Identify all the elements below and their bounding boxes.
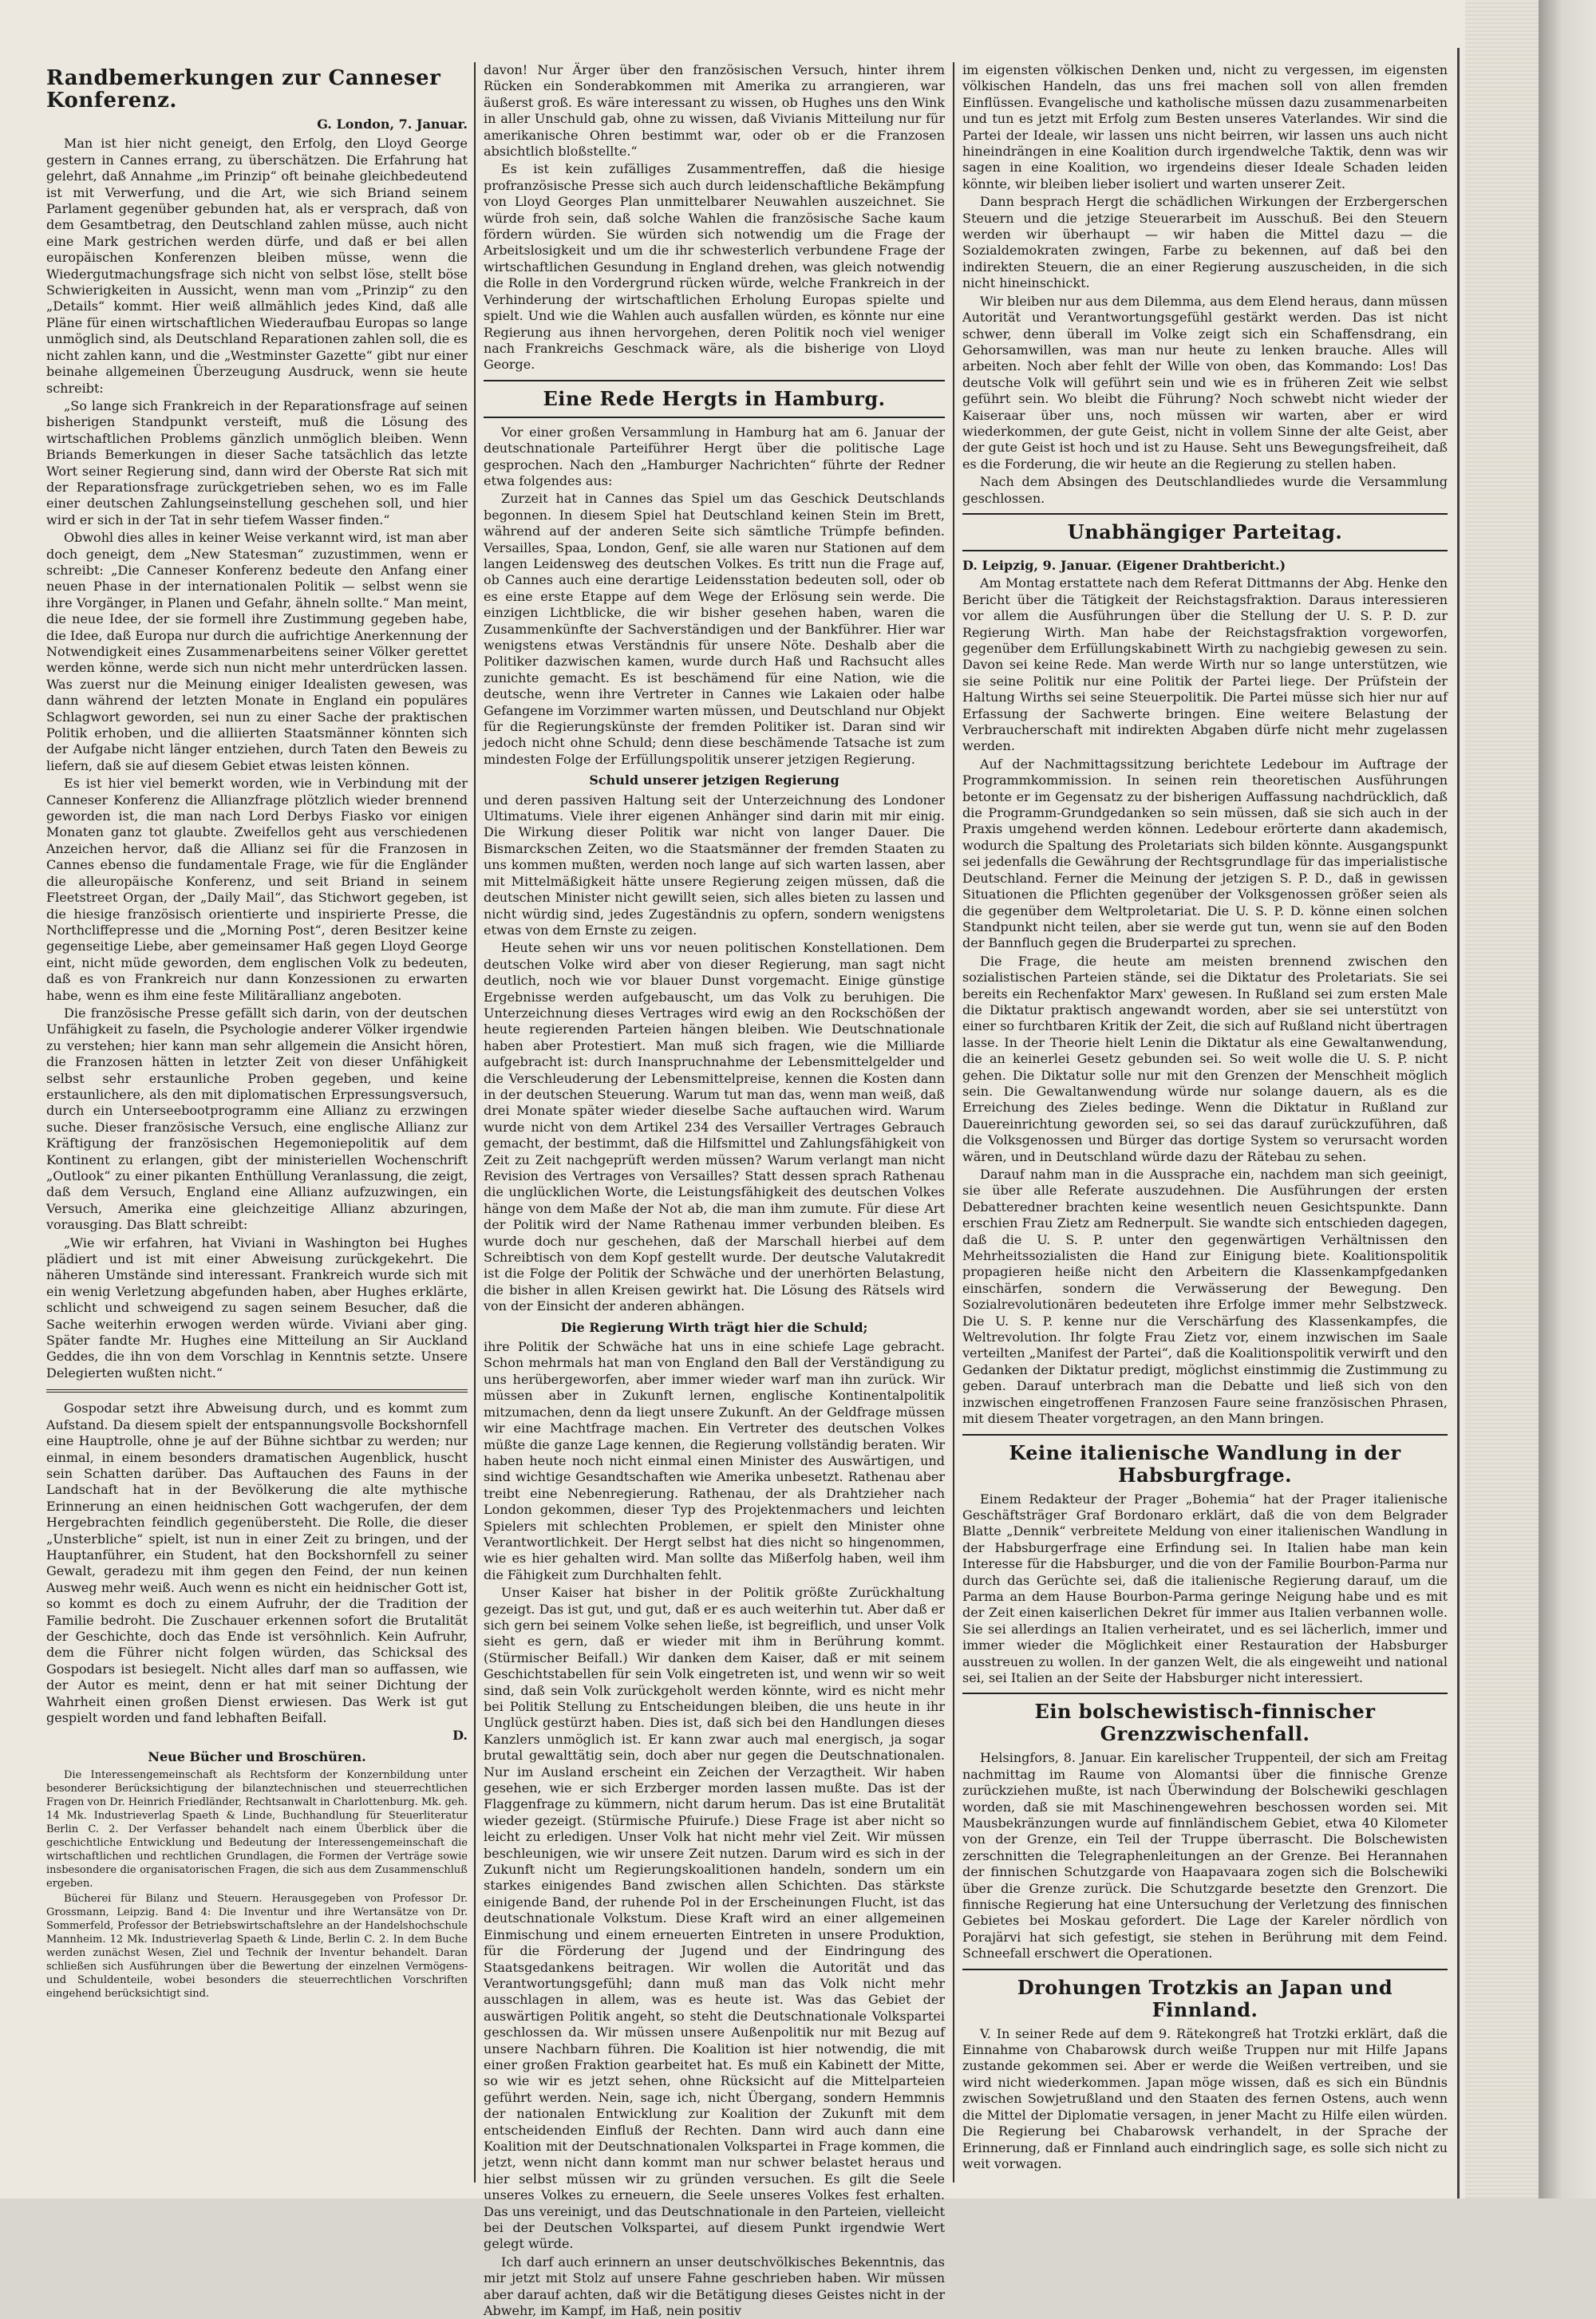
section-divider xyxy=(962,1434,1448,1436)
paragraph: Zurzeit hat in Cannes das Spiel um das Geschick Deutschlands begonnen. In diesem Spiel hat Deutschland keinen Stein im Brett, während auf der anderen Seite sich sämtliche Trümpfe befinden. Versailles, Spaa, London, Genf, sie alle waren nur Stationen auf dem langen Leidensweg des deutschen Volkes. Es tritt nun die Frage auf, ob Cannes auch eine derartige Leidensstation bedeuten soll, oder ob es eine erste Etappe auf dem Wege der Erlösung sein werde. Die einzigen Lichtblicke, die wir bisher gesehen haben, waren die Zusammenkünfte der Sachverständigen und der Bankführer. Hier war wenigstens etwas Verständnis für unsere Nöte. Deshalb aber die Politiker dazwischen kamen, wurde durch Haß und Rachsucht alles zunichte gemacht. Es ist beschämend für eine Nation, wie die deutsche, wenn ihre Vertreter in Cannes wie Lakaien oder halbe Gefangene im Vorzimmer warten müssen, und Deutschland nur Objekt für die Regierungskünste der fremden Politiker ist. Daran sind wir jedoch nicht ohne Schuld; denn diese beschämende Tatsache ist zum mindesten Folge der Erfüllungspolitik unserer jetzigen Regierung. xyxy=(484,491,945,767)
article-title: Unabhängiger Parteitag. xyxy=(1067,520,1343,543)
paragraph: und deren passiven Haltung seit der Unterzeichnung des Londoner Ultimatums. Viele ihrer eigenen Anhänger sind darin mit mir einig. Die Wirkung dieser Politik war nicht von langer Dauer. Die Bismarckschen Zeiten, wo die Staatsmänner der fremden Staaten zu uns kommen mußten, werden noch lange auf sich warten lassen, aber mit Mittelmäßigkeit hätte unsere Regierung zeigen müssen, daß die deutschen Minister nicht gewillt seien, sich alles bieten zu lassen und nicht würdig sind, jedes Zugeständnis zu opfern, sondern wenigstens etwas von dem Ernste zu zeigen. xyxy=(484,792,945,938)
book-notice: Die Interessengemeinschaft als Rechtsform der Konzernbildung unter besonderer Berücksichtigung der bilanztechnischen und steuerrechtlichen Fragen von Dr. Heinrich Friedländer, Rechtsanwalt in Charlottenburg. Mk. geh. 14 Mk. Industrieverlag Spaeth & Linde, Buchhandlung für Steuerliteratur Berlin C. 2. Der Verfasser behandelt nach einem Überblick über die geschichtliche Entwicklung und Bedeutung der Interessengemeinschaft die wirtschaftlichen und rechtlichen Grundlagen, die Formen der Verträge sowie insbesondere die organisatorischen Fragen, die sich aus dem Zusammenschluß ergeben. xyxy=(46,1769,468,1890)
column-rule xyxy=(953,62,954,2183)
paragraph: davon! Nur Ärger über den französischen Versuch, hinter ihrem Rücken ein Sonderabkommen mit Amerika zu arrangieren, war äußerst groß. Es wäre interessant zu wissen, ob Hughes uns den Wink in aller Unschuld gab, ohne zu wissen, daß Vivianis Mitteilung nur für amerikanische Ohren bestimmt war, oder ob er die Franzosen absichtlich bloßstellte.“ xyxy=(484,62,945,160)
subheading: Die Regierung Wirth trägt hier die Schuld; xyxy=(560,1319,868,1335)
paragraph: Darauf nahm man in die Aussprache ein, nachdem man sich geeinigt, sie über alle Referate auszudehnen. Die Ausführungen der ersten Debatteredner brachten keine wesentlich neuen Gesichtspunkte. Dann erschien Frau Zietz am Rednerpult. Sie wandte sich entschieden dagegen, daß die U. S. P. unter den gegenwärtigen Verhältnissen den Mehrheitssozialisten die Hand zur Einigung biete. Koalitionspolitik propagieren heiße nicht den Arbeitern die Klassenkampfgedanken einschärfen, sondern die Verwässerung der Bewegung. Den Sozialrevolutionären bedeuteten ihre Erfolge immer mehr Selbstzweck. Die U. S. P. kenne nur die Verschärfung des Klassenkampfes, die Weltrevolution. Ihr folgte Frau Zietz vor, einem inzwischen im Saale verteilten „Manifest der Partei“, daß die Koalitionspolitik verwirft und den Gedanken der Diktatur predigt, möglichst einstimmig die Zustimmung zu geben. Darauf unterbrach man die Debatte und ließ sich von den inzwischen eingetroffenen Franzosen Faure seine französischen Phrasen, mit diesem Theater vorgetragen, an den Mann bringen. xyxy=(962,1167,1448,1427)
page-margin xyxy=(1465,0,1539,2199)
paragraph: im eigensten völkischen Denken und, nicht zu vergessen, im eigensten völkischen Handeln, das uns frei machen soll von allen fremden Einflüssen. Evangelische und katholische müssen dazu zusammenarbeiten und tun es jetzt mit Erfolg zum Besten unseres Vaterlandes. Wir sind die Partei der Ideale, wir lassen uns nicht beirren, wir lassen uns auch nicht hineindrängen in eine Koalition durch irgendwelche Taktik, denn was wir sagen in eine Koalition, wo irgendeins dieser Ideale Schaden leiden könnte, wir bleiben lieber isoliert und warten unserer Zeit. xyxy=(962,62,1448,192)
page-edge-rule xyxy=(1457,48,1460,2199)
paragraph: Die französische Presse gefällt sich darin, von der deutschen Unfähigkeit zu faseln, die Psychologie anderer Völker irgendwie zu verstehen; hier kann man sehr allgemein die Ansicht hören, die Franzosen hätten in letzter Zeit von dieser Unfähigkeit selbst sehr erstaunliche Proben gegeben, und keine erstaunlichere, als den mit diplomatischen Erpressungsversuch, durch ein Unterseebootprogramm eine Allianz zu erzwingen suche. Dieser französische Versuch, eine englische Allianz zur Kräftigung der französischen Hegemoniepolitik auf dem Kontinent zu erlangen, gibt der ministeriellen Wochenschrift „Outlook“ zu einer pikanten Enthüllung Veranlassung, die zeigt, daß dem Versuch, England eine Allianz aufzuzwingen, ein Versuch, Amerika eine gleichzeitige Allianz abzuringen, vorausging. Das Blatt schreibt: xyxy=(46,1005,468,1233)
paragraph: Obwohl dies alles in keiner Weise verkannt wird, ist man aber doch geneigt, dem „New Statesman“ zuzustimmen, wenn er schreibt: „Die Canneser Konferenz bedeute den Anfang einer neuen Phase in der internationalen Politik — selbst wenn sie ihre Vorgänger, in Planen und Gefahr, ähneln sollte.“ Man meint, die neue Idee, der sie formell ihre Zustimmung gegeben habe, die Idee, daß Europa nur durch die aufrichtige Anerkennung der Notwendigkeit eines Zusammenarbeitens seiner Völker gerettet werden könne, werde sich nun nicht mehr unterdrücken lassen. Was zuerst nur die Meinung einiger Idealisten gewesen, was dann während der letzten Monate in England ein populäres Schlagwort geworden, sei nun zu einer Sache der praktischen Politik erhoben, und die alliierten Staatsmänner könnten sich der Aufgabe nicht länger entziehen, durch Taten den Beweis zu liefern, daß sie auf diesem Gebiet etwas leisten können. xyxy=(46,530,468,773)
column-2 xyxy=(484,62,945,2319)
book-notice: Bücherei für Bilanz und Steuern. Herausgegeben von Professor Dr. Grossmann, Leipzig. Band 4: Die Inventur und ihre Wertansätze von Dr. Sommerfeld, Professor der Betriebswirtschaftslehre an der Handelshochschule Mannheim. 12 Mk. Industrieverlag Spaeth & Linde, Berlin C. 2. In dem Buche werden zunächst Wesen, Ziel und Technik der Inventur behandelt. Daran schließen sich Ausführungen über die Bewertung der einzelnen Vermögens- und Schuldenteile, wobei besonders die steuerrechtlichen Vorschriften eingehend berücksichtigt sind. xyxy=(46,1893,468,2001)
column-1 xyxy=(46,62,468,2199)
article-title: Ein bolschewistisch-finnischer Grenzzwischenfall. xyxy=(1034,1700,1376,1746)
subheading: Schuld unserer jetzigen Regierung xyxy=(589,772,839,788)
article-title: Eine Rede Hergts in Hamburg. xyxy=(543,386,886,410)
paragraph: Vor einer großen Versammlung in Hamburg hat am 6. Januar der deutschnationale Parteiführer Hergt über die politische Lage gesprochen. Nach den „Hamburger Nachrichten“ führte der Redner etwa folgendes aus: xyxy=(484,424,945,488)
paragraph: „So lange sich Frankreich in der Reparationsfrage auf seinen bisherigen Standpunkt versteift, muß die Lösung des wirtschaftlichen Problems gänzlich unmöglich bleiben. Wenn Briands Bemerkungen in dieser Sache tatsächlich das letzte Wort seiner Regierung sind, dann wird der Oberste Rat sich mit der Reparationsfrage zurückgetrieben sehen, wo es im Falle einer deutschen Zahlungseinstellung geschehen soll, und hier wird er sich in der Tat in sehr tiefem Wasser finden.“ xyxy=(46,397,468,527)
paragraph: Es ist kein zufälliges Zusammentreffen, daß die hiesige profranzösische Presse sich auch durch leidenschaftliche Bekämpfung von Lloyd Georges Plan unmittelbarer Neuwahlen auszeichnet. Sie würde froh sein, daß solche Wahlen die französische Sache kaum fördern würden. Sie würden sich notwendig um die Frage der Arbeitslosigkeit und um die ihr schwesterlich verbundene Frage der wirtschaftlichen Gesundung in England drehen, was gleich notwendig die Rolle in den Vordergrund rücken würde, welche Frankreich in der Verhinderung der wirtschaftlichen Erholung Europas spielte und spielt. Und wie die Wahlen auch ausfallen würden, es könnte nur eine Regierung aus ihnen hervorgehen, deren Politik noch viel weniger nach Frankreichs Geschmack wäre, als die bisherige von Lloyd George. xyxy=(484,161,945,373)
paragraph: Ich darf auch erinnern an unser deutschvölkisches Bekenntnis, das mir jetzt mit Stolz auf unsere Fahne geschrieben haben. Wir müssen aber darauf achten, daß wir die Betätigung dieses Geistes nicht in der Abwehr, im Kampf, im Haß, nein positiv xyxy=(484,2254,945,2319)
section-heading: Neue Bücher und Broschüren. xyxy=(148,1748,366,1764)
column-3 xyxy=(962,62,1448,2199)
dateline: D. Leipzig, 9. Januar. (Eigener Drahtbericht.) xyxy=(962,557,1286,573)
paragraph: Einem Redakteur der Prager „Bohemia“ hat der Prager italienische Geschäftsträger Graf Bordonaro erklärt, daß die von dem Belgrader Blatte „Dennik“ verbreitete Meldung von einer italienischen Wandlung in der Habsburgerfrage eine Erfindung sei. In Italien habe man kein Interesse für die Habsburger, und die von der Familie Bourbon-Parma nur durch das Gerüchte sei, daß die italienische Regierung darauf, um die Parma an dem Hause Bourbon-Parma geringe Neigung habe und es mit der Zeit einen kaiserlichen Dekret für immer aus Italien verbannen wolle. Sie sei allerdings an Italien verheiratet, und es sei lächerlich, immer und immer wieder die Möglichkeit einer Restauration der Habsburger ausstreuen zu wollen. In der ganzen Welt, die als eingeweiht und national sei, sei Italien an der Seite der Habsburger nicht interessiert. xyxy=(962,1491,1448,1685)
paragraph: Nach dem Absingen des Deutschlandliedes wurde die Versammlung geschlossen. xyxy=(962,474,1448,506)
paragraph: ihre Politik der Schwäche hat uns in eine schiefe Lage gebracht. Schon mehrmals hat man von England den Ball der Verständigung zu uns herübergeworfen, aber immer wieder warf man ihn zurück. Wir müssen aber in Zukunft lernen, englische Kontinentalpolitik mitzumachen, denn da liegt unsere Zukunft. An der Geldfrage müssen wir eine Machtfrage machen. Ein Vertreter des deutschen Volkes müßte die ganze Lage kennen, die Regierung vollständig beraten. Wir haben heute noch nicht einmal einen Minister des Auswärtigen, und sind wichtige Gesandtschaften wie Amerika unbesetzt. Rathenau aber treibt eine Nebenregierung. Rathenau, der als Drahtzieher nach London gekommen, dieser Typ des Projektenmachers und leichten Spielers mit schlechten Problemen, er spielt den Minister ohne Verantwortlichkeit. Der Hergt selbst hat dies nicht so hingenommen, wie es hier gehalten wird. Man sollte das Mißerfolg haben, weil ihm die Fähigkeit zum Durchhalten fehlt. xyxy=(484,1339,945,1582)
article-title: Drohungen Trotzkis an Japan und Finnland. xyxy=(1017,1975,1393,2021)
article-title: Randbemerkungen zur Canneser Konferenz. xyxy=(46,66,441,113)
paragraph: V. In seiner Rede auf dem 9. Rätekongreß hat Trotzki erklärt, daß die Einnahme von Chabarowsk durch weiße Truppen nur mit Hilfe Japans zustande gekommen sei. Aber er werde die Weißen vertreiben, und sie wird nicht wiederkommen. Japan möge wissen, daß es sich ein Bündnis zwischen Sowjetrußland und den Staaten des fernen Ostens, auch wenn die Mittel der Diplomatie versagen, in jener Macht zu Hilfe eilen würden. Die Regierung bei Chabarowsk verhandelt, in der Sprache der Erinnerung, daß er Finnland auch eindringlich sage, es solle sich nicht zu weit vorwagen. xyxy=(962,2025,1448,2171)
section-divider xyxy=(484,380,945,381)
page-shadow xyxy=(1539,0,1596,2199)
paragraph: Die Frage, die heute am meisten brennend zwischen den sozialistischen Parteien stände, sei die Diktatur des Proletariats. Sie sei bereits ein Rechenfaktor Marx' gewesen. In Rußland sei zum ersten Male die Diktatur praktisch angewandt worden, aber sie sei unterstützt von einer so furchtbaren Kritik der Zeit, die sich auf Rußland nicht übertragen lasse. In der Theorie hielt Lenin die Diktatur als eine Gewaltanwendung, die an keinerlei Gesetz gebunden sei. So weit wolle die U. S. P. nicht gehen. Die Diktatur solle nur mit den Grenzen der Menschheit möglich sein. Die Gewaltanwendung würde nur solange dauern, als es die Erreichung des Zieles bedinge. Wenn die Diktatur in Rußland zur Dauereinrichtung geworden sei, so sei das darauf zurückzuführen, daß die Volksgenossen und Bürger das dortige System so verursacht worden wären, und in Deutschland würde dazu der Rätebau zu sehen. xyxy=(962,953,1448,1164)
section-divider xyxy=(962,513,1448,515)
section-divider xyxy=(962,1969,1448,1970)
section-divider xyxy=(962,550,1448,551)
paragraph: Man ist hier nicht geneigt, den Erfolg, den Lloyd George gestern in Cannes errang, zu überschätzen. Die Erfahrung hat gelehrt, daß Annahme „im Prinzip“ oft beinahe gleichbedeutend ist mit Verwerfung, und die Art, wie sich Briand seinem Parlament gegenüber gebunden hat, als er versprach, daß von dem Gesamtbetrag, den Deutschland zahlen müsse, auch nicht eine Mark gestrichen werden dürfe, und daß er bei allen europäischen Konferenzen bleiben müsse, wenn die Wiedergutmachungsfrage sich nicht von selbst löse, stellt böse Schwierigkeiten in Aussicht, wenn man vom „Prinzip“ zu den „Details“ kommt. Hier weiß allmählich jedes Kind, daß alle Pläne für einen wirtschaftlichen Wiederaufbau Europas so lange unmöglich sind, als Deutschland Reparationen zahlen soll, die es nicht zahlen kann, und die „Westminster Gazette“ gibt nur einer beinahe allgemeinen Überzeugung Ausdruck, wenn sie heute schreibt: xyxy=(46,136,468,396)
paragraph: Heute sehen wir uns vor neuen politischen Konstellationen. Dem deutschen Volke wird aber von dieser Regierung, man sagt nicht deutlich, noch wie vor blauer Dunst vorgemacht. Einige günstige Ergebnisse werden aufgebauscht, um das Volk zu beruhigen. Die Unterzeichnung dieses Vertrages wird ewig an den Rockschößen der heute regierenden Parteien hängen bleiben. Wie Deutschnationale haben aber Protestiert. Man muß sich fragen, wie die Milliarde aufgebracht ist: durch Inanspruchnahme der Lebensmittelgelder und die Verschleuderung der Lebensmittelpreise, kennen die Kosten dann in der deutschen Steuerung. Warum tut man das, wenn man weiß, daß drei Monate später wieder dieselbe Sache auftauchen wird. Warum wurde nicht von dem Artikel 234 des Versailler Vertrages Gebrauch gemacht, der bestimmt, daß die Hilfsmittel und Zahlungsfähigkeit von Zeit zu Zeit nachgeprüft werden müssen? Warum verlangt man nicht Revision des Vertrages von Versailles? Statt dessen sprach Rathenau die unglücklichen Worte, die Leistungsfähigkeit des deutschen Volkes hänge von dem Maße der Not ab, die man ihm zumute. Für diese Art der Politik wird der Name Rathenau immer verbunden bleiben. Es wurde doch nur geschehen, daß der Marschall hierbei auf dem Schreibtisch von dem Kopf gestellt wurde. Der deutsche Valutakredit ist die Folge der Politik der Schwäche und der unerhörten Belastung, die bisher in allen Kreisen gewirkt hat. Die Lösung des Rätsels wird von der Einsicht der anderen abhängen. xyxy=(484,940,945,1314)
paragraph: Dann besprach Hergt die schädlichen Wirkungen der Erzbergerschen Steuern und die jetzige Steuerarbeit im Ausschuß. Bei den Steuern werden wir überhaupt — wir haben die Mittel dazu — die Sozialdemokraten zwingen, Farbe zu bekennen, auf daß bei den indirekten Steuern, die an einer Regierung auszuscheiden, in die sich nicht hineinschickt. xyxy=(962,194,1448,291)
paragraph: Unser Kaiser hat bisher in der Politik größte Zurückhaltung gezeigt. Das ist gut, und gut, daß er es auch weiterhin tut. Aber daß er sich gern bei seinem Volke sehen ließe, ist begreiflich, und unser Volk sieht es gern, daß er wieder mit ihm in Berührung kommt. (Stürmischer Beifall.) Wir danken dem Kaiser, daß er mit seinem Geschichtstabellen für sein Volk eingetreten ist, und wenn wir so weit sind, daß sein Volk zurückgeholt werden könnte, wird es nicht mehr bei Politik Stellung zu Entscheidungen bleiben, die uns heute in ihr Unglück gestürzt haben. Dies ist, daß sich bei den Handlungen dieses Kanzlers unmöglich ist. Er kann zwar auch mal energisch, ja sogar brutal gewalttätig sein, doch aber nur gegen die Deutschnationalen. Nur im Ausland erscheint ein Zeichen der Verzagtheit. Wir haben gesehen, wie er sich Erzberger morden lassen mußte. Das ist der Flaggenfrage zu kümmern, nicht darum herum. Das ist eine Brutalität wieder gezeigt. (Stürmische Pfuirufe.) Diese Frage ist aber nicht so leicht zu erledigen. Unser Volk hat nicht mehr viel Zeit. Wir müssen beschleunigen, wie wir unsere Zeit nutzen. Darum wird es sich in der Zukunft nicht um Regierungskoalitionen handeln, sondern um ein starkes einigendes Band zwischen allen Schichten. Das stärkste einigende Band, der ruhende Pol in der Erscheinungen Flucht, ist das deutschnationale Volkstum. Diese Kraft wird an einer allgemeinen Einmischung und einem erneuerten Eintreten in unsere Produktion, für die Förderung der Jugend und der Eindringung des Staatsgedankens beitragen. Wir wollen die Autorität und das Verantwortungsgefühl; dann muß man das Volk nicht mehr ausschlagen in allem, was es heute ist. Was das Gebiet der auswärtigen Politik angeht, so steht die Deutschnationale Volkspartei geschlossen da. Wir müssen unsere Außenpolitik nur mit Bezug auf unsere Nachbarn führen. Die Koalition ist hier notwendig, die mit einer großen Fraktion gearbeitet hat. Es muß ein Kabinett der Mitte, so wie wir es jetzt sehen, ohne Rücksicht auf die Mittelparteien geführt werden. Nein, sage ich, nicht Übergang, sondern Hemmnis der nationalen Entwicklung zur Koalition der Zukunft mit dem entscheidenden Einfluß der Rechten. Dann wird auch dann eine Koalition mit der Deutschnationalen Volkspartei in Frage kommen, die jetzt, wenn nicht dann kommt man nur schwer belastet heraus und hier selbst müssen wir zu gründen versuchen. Es gilt die Seele unseres Volkes zu erneuern, die Seele unseres Volkes fest erhalten. Das uns vereinigt, und das Deutschnationale in den Parteien, vielleicht bei der Deutschen Volkspartei, auf diesem Punkt irgendwie Wert gelegt würde. xyxy=(484,1585,945,2252)
paragraph: Auf der Nachmittagssitzung berichtete Ledebour im Auftrage der Programmkommission. In seinen rein theoretischen Ausführungen betonte er im Gegensatz zu der bisherigen Auffassung nachdrücklich, daß die Programm-Grundgedanken so sein müssen, daß sie sich auch in der Praxis umgehend werden können. Ledebour erörterte dann akademisch, wodurch die Spaltung des Proletariats sich bilden könnte. Ausgangspunkt sei jedenfalls die Gewährung der Rechtsgrundlage für das imperialistische Deutschland. Ferner die Meinung der jetzigen S. P. D., daß in gewissen Situationen die Pflichten gegenüber der Volksgenossen größer seien als die gegenüber dem Weltproletariat. Die U. S. P. D. könne einen solchen Standpunkt nicht teilen, aber sie werde gut tun, wenn sie auf den Boden der Bannfluch gegen die Bruderpartei zu sprechen. xyxy=(962,756,1448,951)
signature: D. xyxy=(452,1728,468,1744)
paragraph: „Wie wir erfahren, hat Viviani in Washington bei Hughes plädiert und ist mit einer Abweisung zurückgekehrt. Die näheren Umstände sind interessant. Frankreich wurde sich mit ein wenig Verletzung abgefunden haben, aber Hughes erklärte, schlicht und schweigend zu sagen seinem Besucher, daß die Sache weiterhin erwogen werden würde. Viviani aber ging. Später fandte Mr. Hughes eine Mitteilung an Sir Auckland Geddes, die ihn von dem Vorschlag in Kenntnis setzte. Unsere Delegierten wußten nicht.“ xyxy=(46,1235,468,1381)
section-divider xyxy=(962,1693,1448,1694)
paragraph: Es ist hier viel bemerkt worden, wie in Verbindung mit der Canneser Konferenz die Allianzfrage plötzlich wieder brennend geworden ist, die man nach Lord Derbys Fiasko vor einigen Monaten ganz tot glaubte. Zweifellos geht aus verschiedenen Anzeichen hervor, daß die Allianz sei für die Franzosen in Cannes ebenso die fundamentale Frage, wie für die Engländer die alleuropäische Konferenz, und seit Briand in seinem Fleetstreet Organ, der „Daily Mail“, das Stichwort gegeben, ist die hiesige französisch orientierte und inspirierte Presse, die Northcliffepresse und die „Morning Post“, deren Besitzer keine gegenseitige Liebe, aber gemeinsamer Haß gegen Lloyd George eint, nicht müde geworden, dem englischen Volk zu bedeuten, daß es von Frankreich nur dann Konzessionen zu erwarten habe, wenn es ihm eine feste Militärallianz angeboten. xyxy=(46,776,468,1003)
column-rule xyxy=(474,62,476,2183)
paragraph: Wir bleiben nur aus dem Dilemma, aus dem Elend heraus, dann müssen Autorität und Verantwortungsgefühl gestärkt werden. Das ist nicht schwer, denn überall im Volke zeigt sich ein Schaffensdrang, ein Gehorsamwillen, was man nur heute zu lenken brauche. Alles will arbeiten. Noch aber fehlt der Wille von oben, das Kommando: Los! Das deutsche Volk will geführt sein und wie es in früheren Zeit wie selbst geführt sein. Wo bleibt die Führung? Noch schwebt nicht wieder der Kaiseraar über uns, noch müssen wir warten, aber er wird wiederkommen, der gute Geist, nicht in vollem Sinne der alte Geist, aber der gute Geist ist hoch und ist zu Hause. Seht uns Bewegungsfreiheit, daß es die Forderung, die wir heute an die Regierung zu stellen haben. xyxy=(962,293,1448,472)
feuilleton-text: Gospodar setzt ihre Abweisung durch, und es kommt zum Aufstand. Da diesem spielt der entspannungsvolle Bockshornfell eine Hauptrolle, ohne je auf der Bühne sichtbar zu werden; nur einmal, in einem besonders dramatischen Augenblick, huscht sein Schatten darüber. Das Auftauchen des Fauns in der Landschaft hat in der Bevölkerung die alte mythische Erinnerung an einen heidnischen Gott wachgerufen, der dem Hergebrachten feindlich gegenübersteht. Die Rolle, die dieser „Unsterbliche“ spielt, ist nun in einer Zeit zu bringen, und der Hauptanführer, ein Student, hat den Bockshornfell zu seiner Gewalt, geradezu mit ihm gegen den Feind, der nun keinen Ausweg mehr weiß. Auch wenn es nicht ein heidnischer Gott ist, so kommt es doch zu einem Aufruhr, der die Tradition der Familie bedroht. Die Zuschauer erkennen sofort die Brutalität der Geschichte, doch das Ende ist versöhnlich. Kein Aufruhr, dem die Führer nicht folgen würden, das Schicksal des Gospodars ist besiegelt. Nicht alles darf man so auffassen, wie der Autor es meint, denn er hat mit seiner Dichtung der Wahrheit einen großen Dienst erwiesen. Das Werk ist gut gespielt worden und fand lebhaften Beifall. xyxy=(46,1400,468,1725)
section-divider xyxy=(484,417,945,418)
article-title: Keine italienische Wandlung in der Habsburgfrage. xyxy=(1009,1440,1401,1487)
dateline: G. London, 7. Januar. xyxy=(317,117,468,132)
paragraph: Am Montag erstattete nach dem Referat Dittmanns der Abg. Henke den Bericht über die Tätigkeit der Reichstagsfraktion. Daraus interessieren vor allem die Ausführungen über die Stellung der U. S. P. D. zur Regierung Wirth. Man habe der Reichstagsfraktion vorgeworfen, gegenüber dem Erfüllungskabinett Wirth zu nachgiebig gewesen zu sein. Davon sei keine Rede. Man werde Wirth nur so lange unterstützen, wie sie seine Politik nur eine Politik der Partei liege. Der Prüfstein der Haltung Wirths sei seine Steuerpolitik. Die Partei müsse sich hier nur auf Erfassung der Sachwerte bringen. Eine weitere Belastung der Verbraucherschaft mit indirekten Abgaben dürfe nicht mehr zugelassen werden. xyxy=(962,575,1448,754)
paragraph: Helsingfors, 8. Januar. Ein karelischer Truppenteil, der sich am Freitag nachmittag im Raume von Alomantsi über die finnische Grenze zurückziehen mußte, ist nach Überwindung der Bolschewiki geschlagen worden, daß sie mit Maschinengewehren beschossen worden sei. Mit Mausbekränzungen wurde auf finnländischem Gebiet, etwa 40 Kilometer von der Grenze, ein Teil der Truppe überrascht. Die Bolschewisten zerschnitten die Telegraphenleitungen an der Grenze. Bei Herannahen der finnischen Schutzgarde von Haapavaara zogen sich die Bolschewiki über die Grenze zurück. Die Schutzgarde besetzte den Grenzort. Die finnische Regierung hat eine Untersuchung der Verletzung des finnischen Gebietes bei Moskau gefordert. Die Lage der Kareler nördlich von Porajärvi hat sich gefestigt, sie stehen in Berührung mit dem Feind. Schneefall erschwert die Operationen. xyxy=(962,1750,1448,1961)
section-divider xyxy=(46,1389,468,1393)
